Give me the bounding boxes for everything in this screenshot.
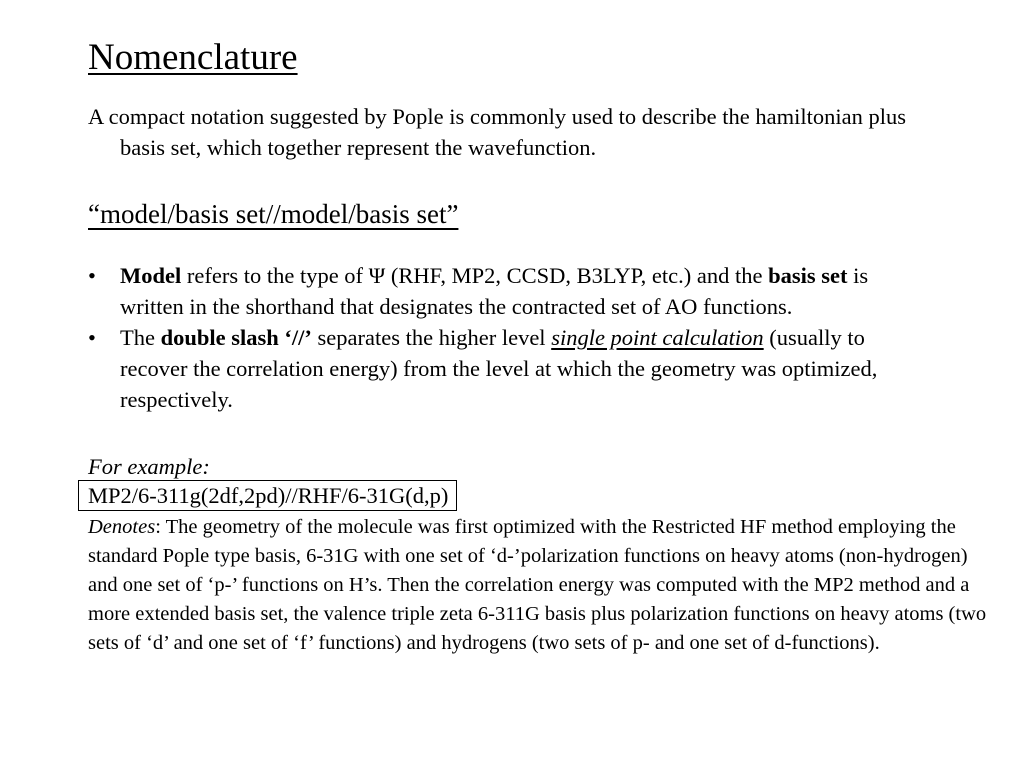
example-notation-box: MP2/6-311g(2df,2pd)//RHF/6-31G(d,p) xyxy=(78,480,457,511)
bullet-double-slash xyxy=(88,322,918,415)
bullet-list xyxy=(88,260,918,415)
bold-term-double-slash: double slash ‘//’ xyxy=(160,325,312,350)
bullet-model xyxy=(88,260,918,322)
bold-term-model: Model xyxy=(120,263,182,288)
denotes-text: : The geometry of the molecule was first optimized with the Restricted HF method employing the standard Pople type basis, 6-31G with one set of ‘d-’polarization functions on heavy atoms (non-hydrogen) and one set of ‘p-’ functions on H’s. Then the correlation energy was computed with the MP2 method and a more extended basis set, the valence triple zeta 6-311G basis plus polarization functions on heavy atoms (two sets of ‘d’ and one set of ‘f’ functions) and hydrogens (two sets of p- and one set of d-functions). xyxy=(88,516,987,654)
bullet-text: The xyxy=(120,325,161,350)
denotes-paragraph xyxy=(88,513,998,658)
notation-pattern: “model/basis set//model/basis set” xyxy=(88,199,459,229)
denotes-label: Denotes xyxy=(88,516,156,538)
example-label: For example: xyxy=(88,454,210,479)
emphasis-single-point: single point calculation xyxy=(551,325,764,350)
slide-title: Nomenclature xyxy=(88,37,298,78)
bullet-text: separates the higher level xyxy=(311,325,552,350)
intro-paragraph: A compact notation suggested by Pople is commonly used to describe the hamiltonian plus basis set, which together represent the wavefunction. xyxy=(88,104,906,160)
bullet-icon: • xyxy=(88,263,96,288)
bullet-icon: • xyxy=(88,325,96,350)
bullet-text: (usually to recover the correlation energy) from the level at which the geometry was optimized, respectively. xyxy=(120,325,878,412)
bold-term-basis-set: basis set xyxy=(768,263,848,288)
bullet-text: is written in the shorthand that designates the contracted set of AO functions. xyxy=(120,263,869,319)
bullet-text: refers to the type of Ψ (RHF, MP2, CCSD, B3LYP, etc.) and the xyxy=(181,263,769,288)
